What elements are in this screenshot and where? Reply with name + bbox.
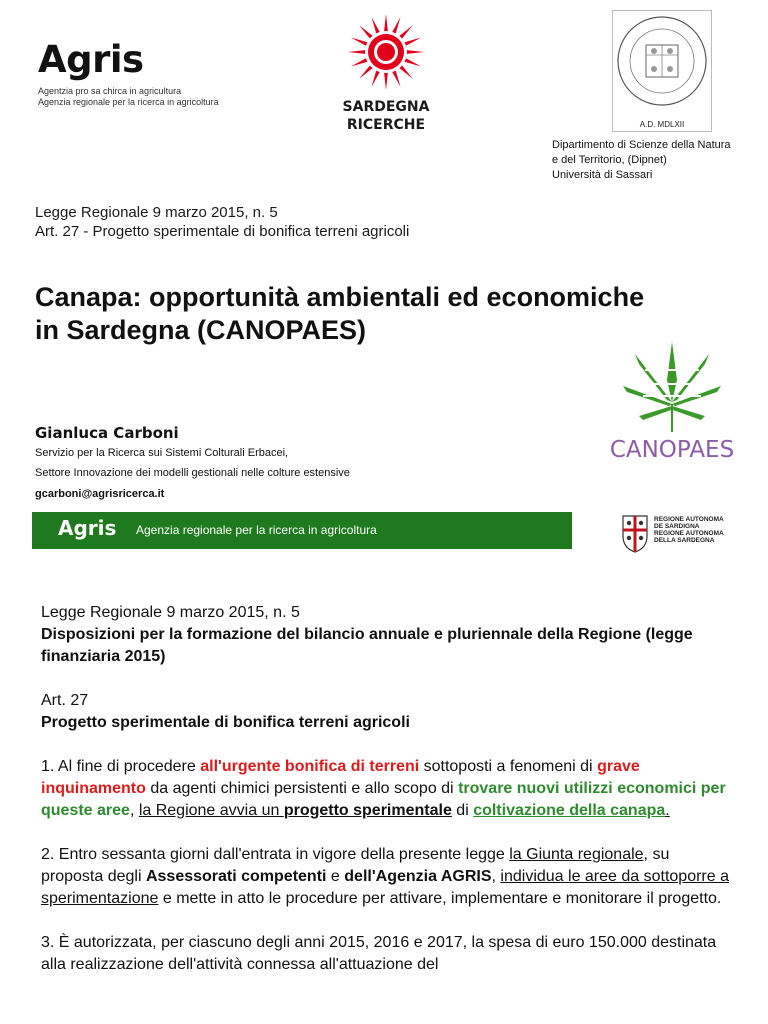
agris-banner: [32, 512, 572, 549]
agris-banner-subtitle: Agenzia regionale per la ricerca in agricoltura: [136, 523, 377, 537]
law-header: [35, 203, 409, 241]
page-title: [35, 281, 735, 347]
university-line-3: Università di Sassari: [552, 169, 653, 181]
canopaes-logo: [598, 340, 746, 463]
agris-logo-subtitle-1: Agentzia pro sa chirca in agricultura: [38, 86, 182, 96]
regione-line-1: REGIONE AUTONOMA: [654, 516, 724, 523]
paragraph-2: 2. Entro sessanta giorni dall'entrata in vigore della presente legge la Giunta regionale, su proposta degli Assessorati competenti e dell'Agenzia AGRIS, individua le aree da sottoporre a sperimentazione e mette in atto le procedure per attivare, implementare e monitorare il progetto.: [41, 846, 729, 907]
agris-logo-subtitle-2: Agenzia regionale per la ricerca in agricoltura: [38, 97, 219, 107]
author-affiliation-1: Servizio per la Ricerca sui Sistemi Colturali Erbacei,: [35, 447, 289, 459]
author-email[interactable]: gcarboni@agrisricerca.it: [35, 488, 165, 500]
law-header-line-2: Art. 27 - Progetto sperimentale di bonifica terreni agricoli: [35, 223, 410, 240]
university-line-2: e del Territorio, (Dipnet): [552, 154, 667, 166]
university-name: [552, 138, 731, 183]
university-line-1: Dipartimento di Scienze della Natura: [552, 139, 731, 151]
article-number: Art. 27: [41, 692, 89, 709]
agris-logo-name: Agris: [38, 38, 144, 81]
author-name: Gianluca Carboni: [35, 424, 179, 442]
author-affiliation-2: Settore Innovazione dei modelli gestionali nelle colture estensive: [35, 467, 350, 479]
author-block: [35, 423, 350, 505]
sardegna-ricerche-line-2: RICERCHE: [346, 117, 426, 133]
seal-caption: A.D. MDLXII: [639, 120, 685, 129]
seal-icon: [613, 11, 711, 115]
university-seal: [612, 10, 712, 132]
article-title: Progetto sperimentale di bonifica terreni agricoli: [41, 714, 410, 731]
regione-sardegna-logo: [620, 510, 760, 554]
law-title: Disposizioni per la formazione del bilancio annuale e pluriennale della Regione (legge finanziaria 2015): [41, 626, 693, 665]
hemp-leaf-icon: [617, 340, 727, 434]
law-text: [41, 602, 731, 976]
regione-text: [654, 516, 724, 544]
regione-line-3: REGIONE AUTONOMA: [654, 530, 724, 537]
sardegna-ricerche-line-1: SARDEGNA: [342, 99, 430, 115]
regione-shield-icon: [620, 510, 650, 554]
sun-icon: [346, 12, 426, 92]
title-line-1: Canapa: opportunità ambientali ed economiche: [35, 282, 645, 312]
regione-line-2: DE SARDIGNA: [654, 523, 700, 530]
paragraph-1: 1. Al fine di procedere all'urgente bonifica di terreni sottoposti a fenomeni di grave inquinamento da agenti chimici persistenti e allo scopo di trovare nuovi utilizzi economici per queste aree, la Regione avvia un progetto sperimentale di coltivazione della canapa.: [41, 758, 726, 819]
law-line: Legge Regionale 9 marzo 2015, n. 5: [41, 604, 300, 621]
law-header-line-1: Legge Regionale 9 marzo 2015, n. 5: [35, 204, 278, 221]
canopaes-word: CANOPAES: [609, 437, 735, 463]
agris-logo: [38, 40, 220, 108]
paragraph-3: 3. È autorizzata, per ciascuno degli anni 2015, 2016 e 2017, la spesa di euro 150.000 destinata alla realizzazione dell'attività connessa all'attuazione del: [41, 934, 717, 973]
agris-banner-name: Agris: [58, 516, 117, 540]
title-line-2: in Sardegna (CANOPAES): [35, 315, 367, 345]
regione-line-4: DELLA SARDEGNA: [654, 537, 715, 544]
sardegna-ricerche-logo: [334, 12, 438, 133]
